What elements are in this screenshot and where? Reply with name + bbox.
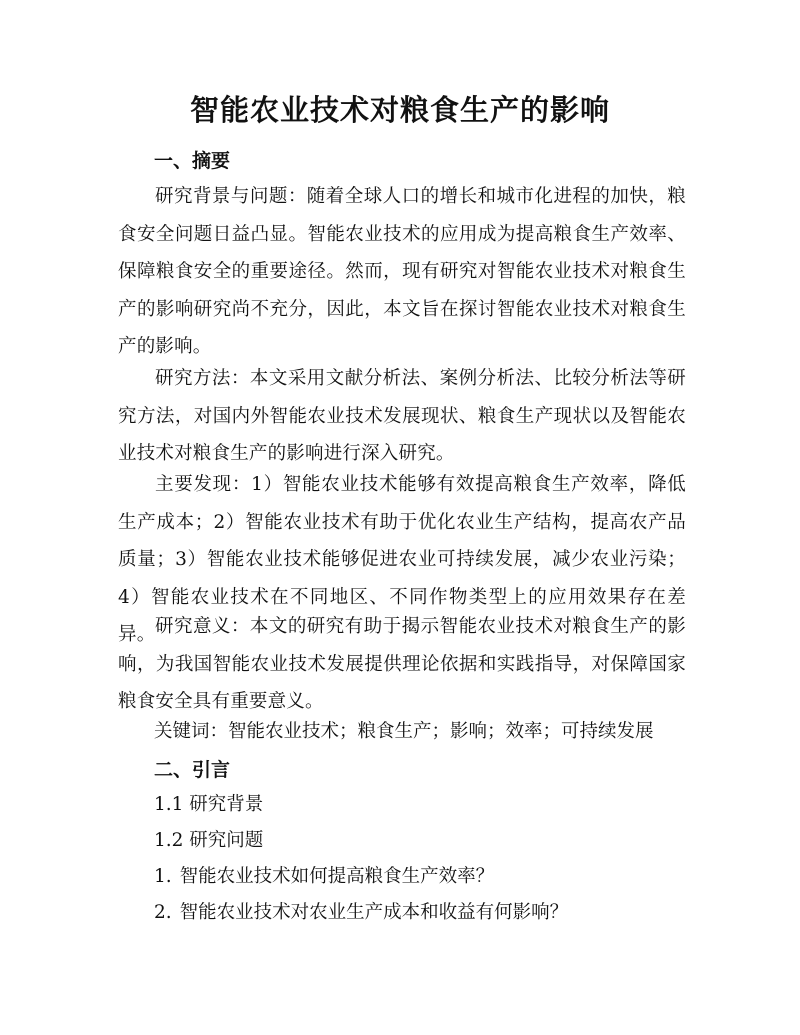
question-text: 智能农业技术对农业生产成本和收益有何影响？ (179, 902, 569, 923)
question-item (154, 862, 494, 892)
question-text: 智能农业技术如何提高粮食生产效率？ (179, 866, 495, 887)
keywords-line: 关键词：智能农业技术；粮食生产；影响；效率；可持续发展 (154, 721, 654, 742)
question-number: 2. (154, 902, 172, 923)
subsection-research-questions: 1.2 研究问题 (154, 830, 264, 851)
abstract-paragraph-methods: 研究方法：本文采用文献分析法、案例分析法、比较分析法等研究方法，对国内外智能农业技术发展现状、粮食生产现状以及智能农业技术对粮食生产的影响进行深入研究。 (118, 368, 686, 464)
subsection-research-background: 1.1 研究背景 (154, 794, 264, 815)
question-item (154, 898, 568, 928)
section-heading-abstract: 一、摘要 (154, 150, 231, 172)
document-title: 智能农业技术对粮食生产的影响 (189, 93, 610, 127)
abstract-paragraph-significance: 研究意义：本文的研究有助于揭示智能农业技术对粮食生产的影响，为我国智能农业技术发展提供理论依据和实践指导，对保障国家粮食安全具有重要意义。 (118, 616, 686, 712)
abstract-paragraph-findings: 主要发现：1）智能农业技术能够有效提高粮食生产效率，降低生产成本；2）智能农业技术有助于优化农业生产结构，提高农产品质量；3）智能农业技术能够促进农业可持续发展，减少农业污染；4）智能农业技术在不同地区、不同作物类型上的应用效果存在差异。 (118, 474, 686, 645)
abstract-paragraph-background: 研究背景与问题：随着全球人口的增长和城市化进程的加快，粮食安全问题日益凸显。智能农业技术的应用成为提高粮食生产效率、保障粮食安全的重要途径。然而，现有研究对智能农业技术对粮食生产的影响研究尚不充分，因此，本文旨在探讨智能农业技术对粮食生产的影响。 (118, 186, 686, 357)
section-heading-introduction: 二、引言 (154, 759, 231, 781)
question-number: 1. (154, 866, 172, 887)
